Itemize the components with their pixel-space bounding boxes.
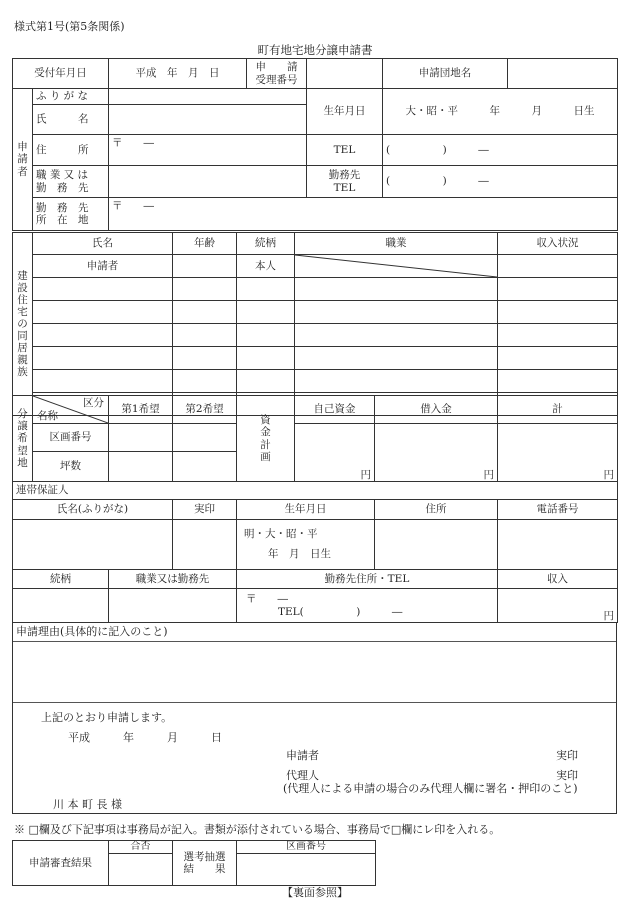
reason-label: 申請理由(具体的に記入のこと)	[13, 623, 616, 642]
address-label: 住 所	[33, 135, 109, 166]
wish-table	[12, 395, 618, 482]
name-field[interactable]	[109, 105, 307, 135]
second-tsubo-field[interactable]	[173, 452, 237, 482]
reason-declaration-box	[12, 622, 617, 814]
family-row1-job-crossed	[295, 255, 498, 278]
second-lot-field[interactable]	[173, 424, 237, 452]
name-label: 氏 名	[33, 105, 109, 135]
group-name-field[interactable]	[508, 59, 618, 89]
family-row1-age[interactable]	[173, 255, 237, 278]
received-date-field[interactable]: 平成 年 月 日	[109, 59, 247, 89]
declaration-date[interactable]: 平成 年 月 日	[68, 731, 222, 744]
birthdate-label: 生年月日	[307, 89, 383, 135]
application-number-label: 申 請 受理番号	[247, 59, 307, 89]
family-row-cell[interactable]	[237, 370, 295, 393]
family-row-cell[interactable]	[33, 324, 173, 347]
applicant-table	[12, 88, 618, 231]
first-lot-field[interactable]	[109, 424, 173, 452]
work-tel-field[interactable]: ( ) ―	[383, 166, 618, 198]
guarantor-birthdate-label: 生年月日	[237, 500, 375, 520]
kubun-meisho-header	[33, 396, 109, 424]
work-tel-label: 勤務先 TEL	[307, 166, 383, 198]
total-field[interactable]: 円	[498, 424, 618, 482]
guarantor-work-tel: TEL( ) ―	[278, 605, 403, 618]
guarantor-work-table	[12, 569, 618, 623]
office-table	[12, 840, 376, 886]
office-note: ※ □欄及び下記事項は事務局が記入。書類が添付されている場合、事務局で□欄にレ印を入れる。	[14, 823, 501, 836]
declaration-agent: 代理人	[286, 769, 319, 782]
family-section-label: 建設住宅の同居親族	[13, 233, 33, 416]
job-field[interactable]	[109, 166, 307, 198]
guarantor-name-label: 氏名(ふりがな)	[13, 500, 173, 520]
family-row-cell[interactable]	[295, 324, 498, 347]
guarantor-work-address-label: 勤務先住所・TEL	[237, 570, 498, 589]
family-row-cell[interactable]	[498, 324, 618, 347]
family-row1-relation: 本人	[237, 255, 295, 278]
diagonal-line	[295, 255, 497, 277]
job-label: 職 業 又 は 勤 務 先	[33, 166, 109, 198]
family-row-cell[interactable]	[498, 347, 618, 370]
applicant-section-label: 申請者	[13, 89, 33, 231]
kubun-label: 区分	[83, 396, 104, 409]
family-row-cell[interactable]	[33, 370, 173, 393]
family-row-cell[interactable]	[237, 278, 295, 301]
family-row-cell[interactable]	[295, 370, 498, 393]
document-title: 町有地宅地分譲申請書	[257, 43, 373, 57]
office-lot-number-field[interactable]	[237, 853, 376, 885]
office-lot-number-label: 区画番号	[237, 841, 376, 854]
family-row1-name: 申請者	[33, 255, 173, 278]
total-label: 計	[498, 396, 618, 424]
guarantor-income-field[interactable]: 円	[498, 589, 618, 623]
family-row-cell[interactable]	[173, 370, 237, 393]
family-row-cell[interactable]	[295, 301, 498, 324]
declaration-addressee: 川 本 町 長 様	[53, 798, 122, 811]
workplace-address-label: 勤 務 先 所 在 地	[33, 198, 109, 231]
wish-section-label: 分譲希望地	[13, 396, 33, 482]
loan-field[interactable]: 円	[375, 424, 498, 482]
received-date-label: 受付年月日	[13, 59, 109, 89]
guarantor-relation-field[interactable]	[13, 589, 109, 623]
guarantor-phone-label: 電話番号	[498, 500, 618, 520]
header-table	[12, 58, 618, 89]
family-col-income: 収入状況	[498, 233, 618, 255]
declaration-seal-2: 実印	[556, 769, 578, 782]
guarantor-job-field[interactable]	[109, 589, 237, 623]
guarantor-ymd: 年 月 日生	[268, 547, 331, 560]
family-row-cell[interactable]	[33, 301, 173, 324]
guarantor-relation-label: 続柄	[13, 570, 109, 589]
guarantor-table	[12, 481, 618, 570]
family-row-cell[interactable]	[173, 347, 237, 370]
declaration-statement: 上記のとおり申請します。	[41, 711, 173, 724]
meisho-label: 名称	[37, 409, 58, 422]
reason-field[interactable]	[13, 642, 616, 703]
guarantor-work-address-field[interactable]	[237, 589, 498, 623]
loan-label: 借入金	[375, 396, 498, 424]
guarantor-address-label: 住所	[375, 500, 498, 520]
workplace-address-field[interactable]: 〒 ―	[109, 198, 618, 231]
family-row-cell[interactable]	[33, 347, 173, 370]
family-row-cell[interactable]	[498, 301, 618, 324]
furigana-field[interactable]	[109, 89, 307, 105]
own-funds-field[interactable]: 円	[295, 424, 375, 482]
family-row-cell[interactable]	[498, 370, 618, 393]
guarantor-address-field[interactable]	[375, 520, 498, 570]
declaration-agent-note: (代理人による申請の場合のみ代理人欄に署名・押印のこと)	[283, 782, 578, 795]
guarantor-phone-field[interactable]	[498, 520, 618, 570]
first-choice-label: 第1希望	[109, 396, 173, 424]
family-row-cell[interactable]	[237, 347, 295, 370]
office-pass-fail-label: 合否	[109, 841, 173, 854]
family-row-cell[interactable]	[173, 324, 237, 347]
family-row-cell[interactable]	[295, 347, 498, 370]
office-pass-fail-field[interactable]	[109, 853, 173, 885]
family-row-cell[interactable]	[173, 278, 237, 301]
second-choice-label: 第2希望	[173, 396, 237, 424]
family-row1-income[interactable]	[498, 255, 618, 278]
family-row-cell[interactable]	[237, 301, 295, 324]
guarantor-work-postal: 〒 ―	[246, 593, 288, 606]
diagonal-line	[33, 396, 108, 423]
office-selection-label: 選考抽選 結 果	[173, 841, 237, 886]
family-row-cell[interactable]	[33, 278, 173, 301]
family-row-cell[interactable]	[173, 301, 237, 324]
form-id: 様式第1号(第5条関係)	[14, 20, 125, 33]
guarantor-seal-label: 実印	[173, 500, 237, 520]
tel-field[interactable]: ( ) ―	[383, 135, 618, 166]
guarantor-income-label: 収入	[498, 570, 618, 589]
family-row-cell[interactable]	[295, 278, 498, 301]
first-tsubo-field[interactable]	[109, 452, 173, 482]
guarantor-birthdate-field[interactable]	[237, 520, 375, 570]
furigana-label: ふ り が な	[33, 89, 109, 105]
address-field[interactable]: 〒 ―	[109, 135, 307, 166]
family-col-relation: 続柄	[237, 233, 295, 255]
declaration-applicant: 申請者	[286, 749, 319, 762]
guarantor-era-options: 明・大・昭・平	[244, 527, 318, 540]
declaration-seal-1: 実印	[556, 749, 578, 762]
own-funds-label: 自己資金	[295, 396, 375, 424]
application-number-field[interactable]	[307, 59, 383, 89]
office-result-label: 申請審査結果	[13, 841, 109, 886]
tsubo-label: 坪数	[33, 452, 109, 482]
funding-plan-label: 資金計画	[237, 396, 295, 482]
tel-label: TEL	[307, 135, 383, 166]
guarantor-section-label: 連帯保証人	[13, 482, 618, 500]
birthdate-field[interactable]: 大・昭・平 年 月 日生	[383, 89, 618, 135]
family-row-cell[interactable]	[498, 278, 618, 301]
family-row-cell[interactable]	[237, 324, 295, 347]
family-table	[12, 232, 618, 416]
lot-number-label: 区画番号	[33, 424, 109, 452]
guarantor-seal-field[interactable]	[173, 520, 237, 570]
family-col-name: 氏名	[33, 233, 173, 255]
family-col-job: 職業	[295, 233, 498, 255]
guarantor-name-field[interactable]	[13, 520, 173, 570]
family-col-age: 年齢	[173, 233, 237, 255]
footer-see-reverse: 【裏面参照】	[282, 886, 348, 899]
group-name-label: 申請団地名	[383, 59, 508, 89]
guarantor-job-label: 職業又は勤務先	[109, 570, 237, 589]
